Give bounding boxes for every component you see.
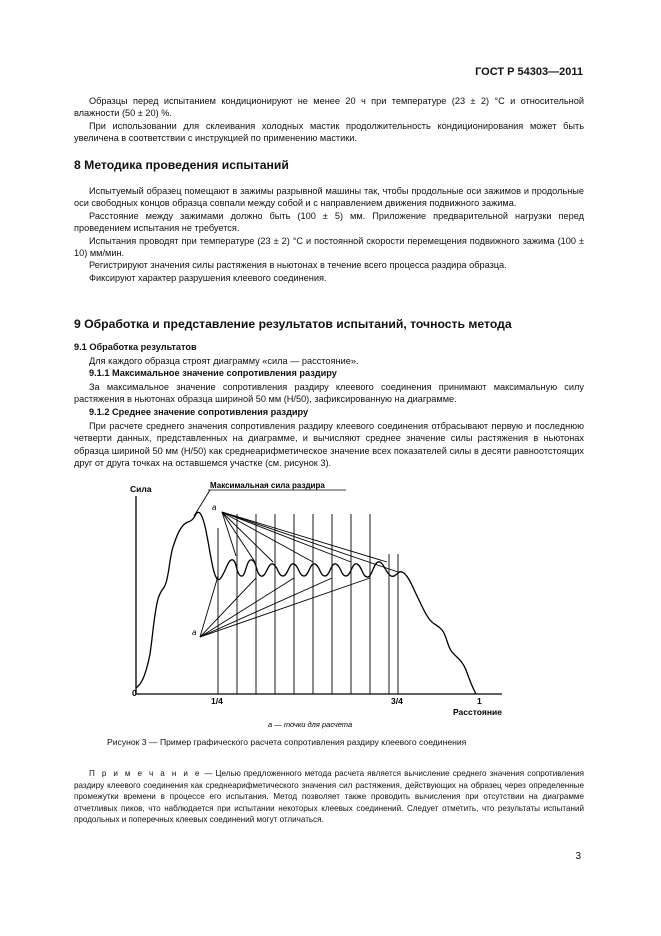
x-axis-label: Расстояние <box>453 707 502 717</box>
tick-1: 1 <box>477 696 482 706</box>
tick-0: 0 <box>132 688 137 698</box>
figure-legend: а — точки для расчета <box>268 720 353 729</box>
section-9-1-1-paragraph: За максимальное значение сопротивления раздиру клеевого соединения принимают максимальную силу растяжения в ньютонах образца шириной 50 мм (Н/50), зафиксированную на диаграмме. <box>74 382 584 405</box>
arrow-line <box>222 512 255 562</box>
section-9-1-2-paragraph: При расчете среднего значения сопротивления раздиру клеевого соединения отбрасывают первую и последнюю четверти данных, представленных на диаграмме, и вычисляют среднее значение силы растяжения в ньютонах образца шириной 50 мм (Н/50) как среднеарифметическое значение всех показателей силы в десяти равноотстоящих друг от друга точках на оставшемся участке (см. рисунок 3). <box>74 421 584 469</box>
arrow-line <box>200 578 370 637</box>
section-9-1-heading: 9.1 Обработка результатов <box>74 342 197 352</box>
arrow-line <box>200 578 332 637</box>
force-curve <box>136 512 476 694</box>
point-label-lower: а <box>192 628 197 637</box>
tick-three-quarters: 3/4 <box>391 696 403 706</box>
section-8-paragraph-3: Испытания проводят при температуре (23 ± 2) °С и постоянной скорости перемещения подвижного зажима (100 ± 10) мм/мин. <box>74 235 584 259</box>
tick-quarter: 1/4 <box>211 696 223 706</box>
section-8-paragraph-2: Расстояние между зажимами должно быть (100 ± 5) мм. Приложение предварительной нагрузки перед проведением испытания не требуется. <box>74 210 584 234</box>
section-9-1-text <box>74 355 584 367</box>
figure-3-diagram <box>110 474 530 744</box>
section-9-heading: 9 Обработка и представление результатов испытаний, точность метода <box>74 317 512 331</box>
section-9-1-1-heading: 9.1.1 Максимальное значение сопротивления раздиру <box>89 368 337 378</box>
section-9-1-2-heading: 9.1.2 Среднее значение сопротивления раздиру <box>89 407 309 417</box>
section-8-heading: 8 Методика проведения испытаний <box>74 158 289 172</box>
arrow-line <box>222 512 387 562</box>
max-force-label: Максимальная сила раздира <box>210 481 325 490</box>
note-text: — Целью предложенного метода расчета является вычисление среднего значения сопротивления раздиру клеевого соединения как среднеарифметического значения сил растяжения, действующих на образец через определенные промежутки времени в процессе его испытания. Метод позволяет также проводить вычисления при отсутствии на диаграмме отчетливых пиков, что наблюдается при испытании некоторых клеевых соединений. Следует отметить, что результаты испытаний продольных и поперечных клеевых соединений могут отличаться. <box>74 769 584 825</box>
section-9-1-2-text <box>74 420 584 470</box>
page-number: 3 <box>575 851 581 862</box>
note <box>74 768 584 826</box>
calculation-arrows <box>200 512 398 637</box>
section-9-1-1-text <box>74 381 584 406</box>
note-paragraph <box>74 768 584 826</box>
standard-number: ГОСТ Р 54303—2011 <box>475 66 583 78</box>
figure-caption: Рисунок 3 — Пример графического расчета сопротивления раздиру клеевого соединения <box>107 737 467 747</box>
section-8-text <box>74 185 584 284</box>
section-8-paragraph-5: Фиксируют характер разрушения клеевого соединения. <box>89 272 327 283</box>
section-8-paragraph-4: Регистрируют значения силы растяжения в ньютонах в течение всего процесса раздира образца. <box>89 260 507 271</box>
note-label: П р и м е ч а н и е <box>89 769 202 778</box>
intro-paragraph-1: Образцы перед испытанием кондиционируют не менее 20 ч при температуре (23 ± 2) °С и относительной влажности (50 ± 20) %. <box>74 96 584 119</box>
intro-text <box>74 95 584 145</box>
max-force-leader <box>194 490 210 516</box>
y-axis-label: Сила <box>130 484 152 494</box>
section-8-paragraph-1: Испытуемый образец помещают в зажимы разрывной машины так, чтобы продольные оси зажимов и продольные оси свободных концов образца совпали между собой и с направлением движения подвижного зажима. <box>74 186 584 209</box>
point-label-upper: а <box>212 503 217 512</box>
section-9-1-paragraph: Для каждого образца строят диаграмму «сила — расстояние». <box>89 356 359 366</box>
intro-paragraph-2: При использовании для склеивания холодных мастик продолжительность кондиционирования может быть увеличена в соответствии с инструкцией по применению мастики. <box>74 120 584 144</box>
